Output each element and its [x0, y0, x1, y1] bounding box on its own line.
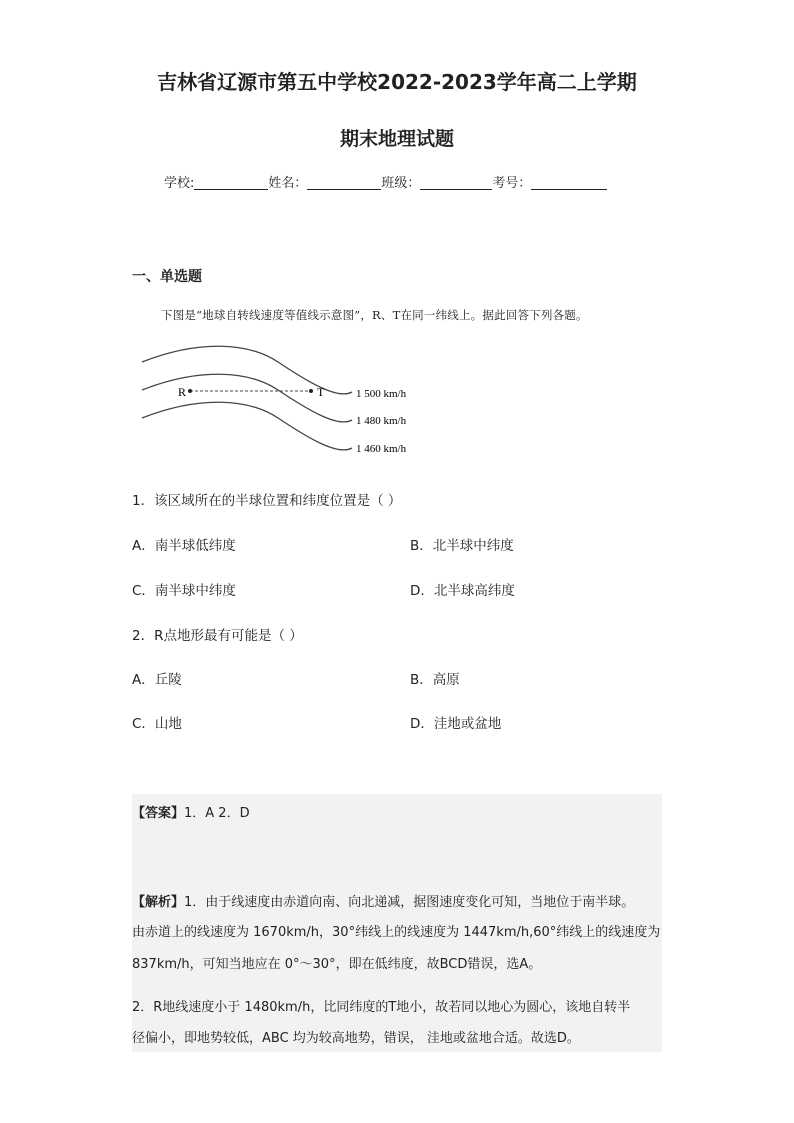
- question-2-option-b[interactable]: B．高原: [410, 672, 460, 688]
- school-blank[interactable]: [194, 175, 268, 190]
- school-label: 学校:: [164, 176, 195, 191]
- analysis-line-5: 径偏小，即地势较低，ABC 均为较高地势，错误， 洼地或盆地合适。故选D。: [132, 1031, 580, 1046]
- number-label: 考号：: [492, 176, 532, 191]
- answer-label: 【答案】: [132, 806, 185, 821]
- question-2-option-c[interactable]: C．山地: [132, 716, 182, 732]
- name-blank[interactable]: [307, 175, 381, 190]
- question-2-option-d[interactable]: D．洼地或盆地: [410, 716, 502, 732]
- question-1-option-a[interactable]: A．南半球低纬度: [132, 538, 236, 554]
- question-1-option-c[interactable]: C．南半球中纬度: [132, 583, 236, 599]
- exam-title-line1: 吉林省辽源市第五中学校2022-2023学年高二上学期: [157, 70, 637, 94]
- isoline-label-1500: 1 500 km/h: [356, 388, 407, 400]
- section-title: 一、单选题: [132, 269, 202, 285]
- analysis-label: 【解析】: [132, 895, 185, 910]
- name-label: 姓名：: [268, 176, 308, 191]
- question-1-option-b[interactable]: B．北半球中纬度: [410, 538, 514, 554]
- analysis-line-3: 837km/h，可知当地应在 0°～30°，即在低纬度，故BCD错误，选A。: [132, 957, 542, 972]
- question-1-option-d[interactable]: D．北半球高纬度: [410, 583, 515, 599]
- isoline-label-1460: 1 460 km/h: [356, 443, 407, 455]
- isoline-label-1480: 1 480 km/h: [356, 415, 407, 427]
- analysis-line-4: 2．R地线速度小于 1480km/h，比同纬度的T地小，故若同以地心为圆心，该地自转半: [132, 1000, 631, 1015]
- question-2-option-a[interactable]: A．丘陵: [132, 672, 182, 688]
- answer-line: [132, 802, 250, 821]
- point-t-dot: [309, 389, 313, 393]
- class-blank[interactable]: [420, 175, 492, 190]
- point-r-dot: [188, 389, 192, 393]
- exam-title-line2: 期末地理试题: [339, 128, 454, 150]
- analysis-line-1: [132, 891, 634, 910]
- analysis-line-2: 由赤道上的线速度为 1670km/h，30°纬线上的线速度为 1447km/h,60°纬线上的线速度为: [132, 925, 661, 940]
- analysis-text-1: 1．由于线速度由赤道向南、向北递减，据图速度变化可知，当地位于南半球。: [184, 895, 635, 910]
- class-label: 班级：: [381, 176, 421, 191]
- point-r-label: R: [178, 385, 187, 399]
- student-info-line: [164, 172, 607, 191]
- question-1-stem: 1．该区域所在的半球位置和纬度位置是（ ）: [132, 493, 402, 509]
- isoline-1460: [142, 402, 352, 450]
- isoline-figure: [138, 340, 438, 470]
- question-2-stem: 2．R点地形最有可能是（ ）: [132, 628, 303, 644]
- number-blank[interactable]: [531, 175, 607, 190]
- question-intro: 下图是“地球自转线速度等值线示意图”，R、T在同一纬线上。据此回答下列各题。: [161, 308, 588, 322]
- answer-text: 1．A 2．D: [184, 806, 250, 821]
- point-t-label: T: [317, 385, 325, 399]
